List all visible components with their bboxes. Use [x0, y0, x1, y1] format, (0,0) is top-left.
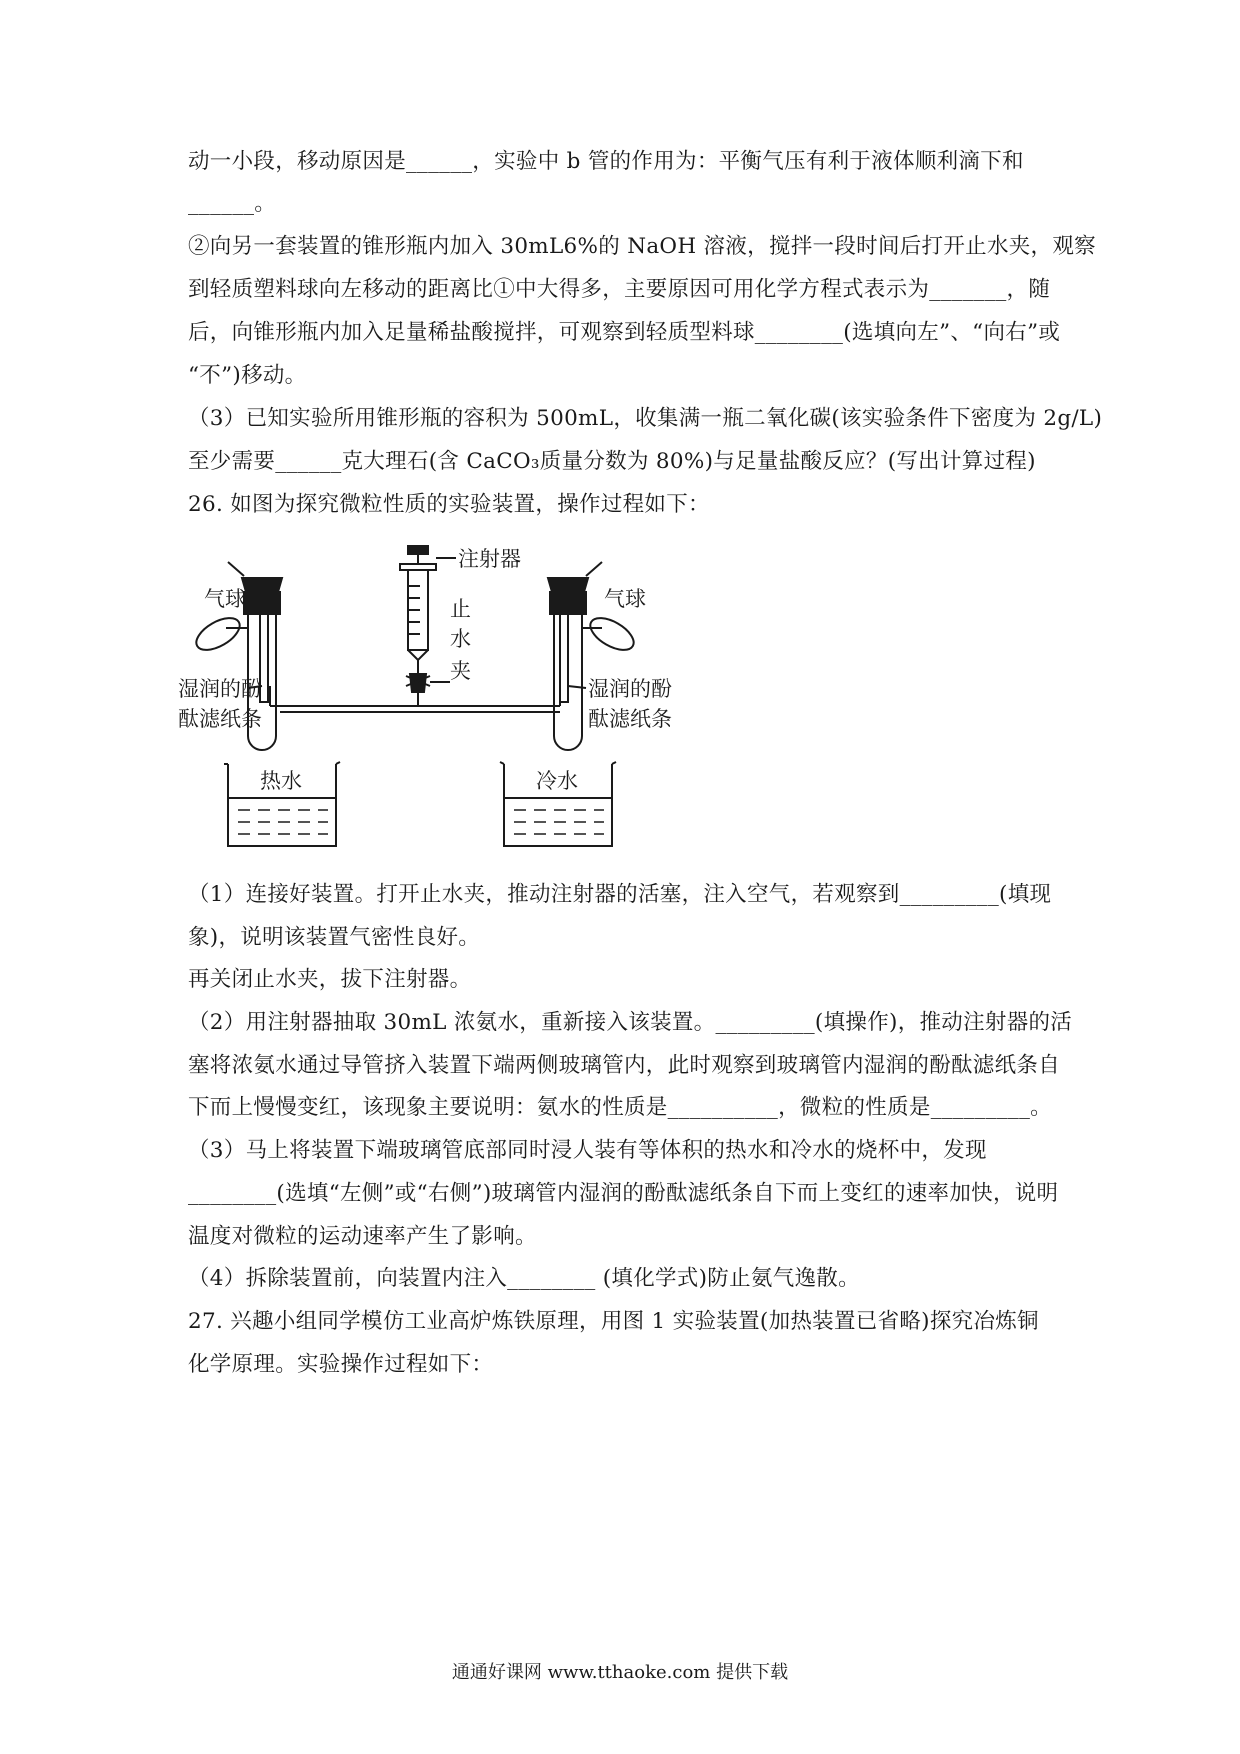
text-line: （4）拆除装置前，向装置内注入________ (填化学式)防止氨气逸散。 — [188, 1266, 860, 1291]
text-line: 象)，说明该装置气密性良好。 — [188, 925, 481, 950]
balloon-left-label: 气球 — [204, 587, 246, 611]
filter-paper-right — [560, 614, 568, 702]
text-line: 至少需要______克大理石(含 CaCO₃质量分数为 80%)与足量盐酸反应？(写出计算过程) — [188, 449, 1036, 474]
clamp-label-2: 水 — [450, 627, 471, 651]
clamp-label-1: 止 — [450, 597, 471, 621]
question-27-heading: 27. 兴趣小组同学模仿工业高炉炼铁原理，用图 1 实验装置(加热装置已省略)探究冶炼铜 — [188, 1309, 1039, 1334]
question-26-heading: 26. 如图为探究微粒性质的实验装置，操作过程如下： — [188, 492, 710, 517]
hot-water-label: 热水 — [260, 769, 302, 793]
text-line: （1）连接好装置。打开止水夹，推动注射器的活塞，注入空气，若观察到_________(填现 — [188, 882, 1052, 907]
paper-right-label-1: 湿润的酚 — [588, 677, 672, 701]
text-line: ②向另一套装置的锥形瓶内加入 30mL6%的 NaOH 溶液，搅拌一段时间后打开止水夹，观察 — [188, 234, 1096, 259]
footer-text: 通通好课网 www.tthaoke.com 提供下载 — [451, 1662, 789, 1683]
text-line: 后，向锥形瓶内加入足量稀盐酸搅拌，可观察到轻质型料球________(选填向左”、“向右”或 — [188, 320, 1061, 345]
paper-left-label-1: 湿润的酚 — [178, 677, 262, 701]
text-line: 动一小段，移动原因是______，实验中 b 管的作用为：平衡气压有利于液体顺利滴下和 — [188, 149, 1024, 174]
paper-right-label-2: 酞滤纸条 — [588, 707, 672, 731]
cold-water-label: 冷水 — [536, 769, 578, 793]
balloon-right — [585, 612, 639, 657]
syringe-plunger-top — [408, 546, 428, 554]
text-line: ______。 — [188, 191, 277, 216]
stopper-left — [244, 592, 280, 614]
text-line: （2）用注射器抽取 30mL 浓氨水，重新接入该装置。_________(填操作)，推动注射器的活 — [188, 1010, 1073, 1035]
stopper-right — [550, 592, 586, 614]
text-line: 化学原理。实验操作过程如下： — [188, 1352, 494, 1377]
text-line: ________(选填“左侧”或“右侧”)玻璃管内湿润的酚酞滤纸条自下而上变红的速率加快，说明 — [188, 1181, 1059, 1206]
text-line: “不”)移动。 — [188, 363, 307, 388]
balloon-right-label: 气球 — [604, 587, 646, 611]
clamp-label-3: 夹 — [450, 659, 471, 683]
text-line: 温度对微粒的运动速率产生了影响。 — [188, 1224, 537, 1249]
text-line: （3）马上将装置下端玻璃管底部同时浸人装有等体积的热水和冷水的烧杯中，发现 — [188, 1138, 987, 1163]
text-line: （3）已知实验所用锥形瓶的容积为 500mL，收集满一瓶二氧化碳(该实验条件下密度为 2g/L) — [188, 406, 1103, 431]
text-line: 再关闭止水夹，拔下注射器。 — [188, 967, 472, 992]
text-line: 到轻质塑料球向左移动的距离比①中大得多，主要原因可用化学方程式表示为_______，随 — [188, 277, 1051, 302]
text-line: 塞将浓氨水通过导管挤入装置下端两侧玻璃管内，此时观察到玻璃管内湿润的酚酞滤纸条自 — [188, 1053, 1061, 1078]
syringe-label: 注射器 — [458, 547, 521, 571]
text-line: 下而上慢慢变红，该现象主要说明：氨水的性质是__________，微粒的性质是_________。 — [188, 1095, 1052, 1120]
apparatus-diagram — [178, 536, 708, 856]
balloon-left — [191, 612, 245, 657]
experiment-figure — [178, 536, 708, 856]
paper-left-label-2: 酞滤纸条 — [178, 707, 262, 731]
